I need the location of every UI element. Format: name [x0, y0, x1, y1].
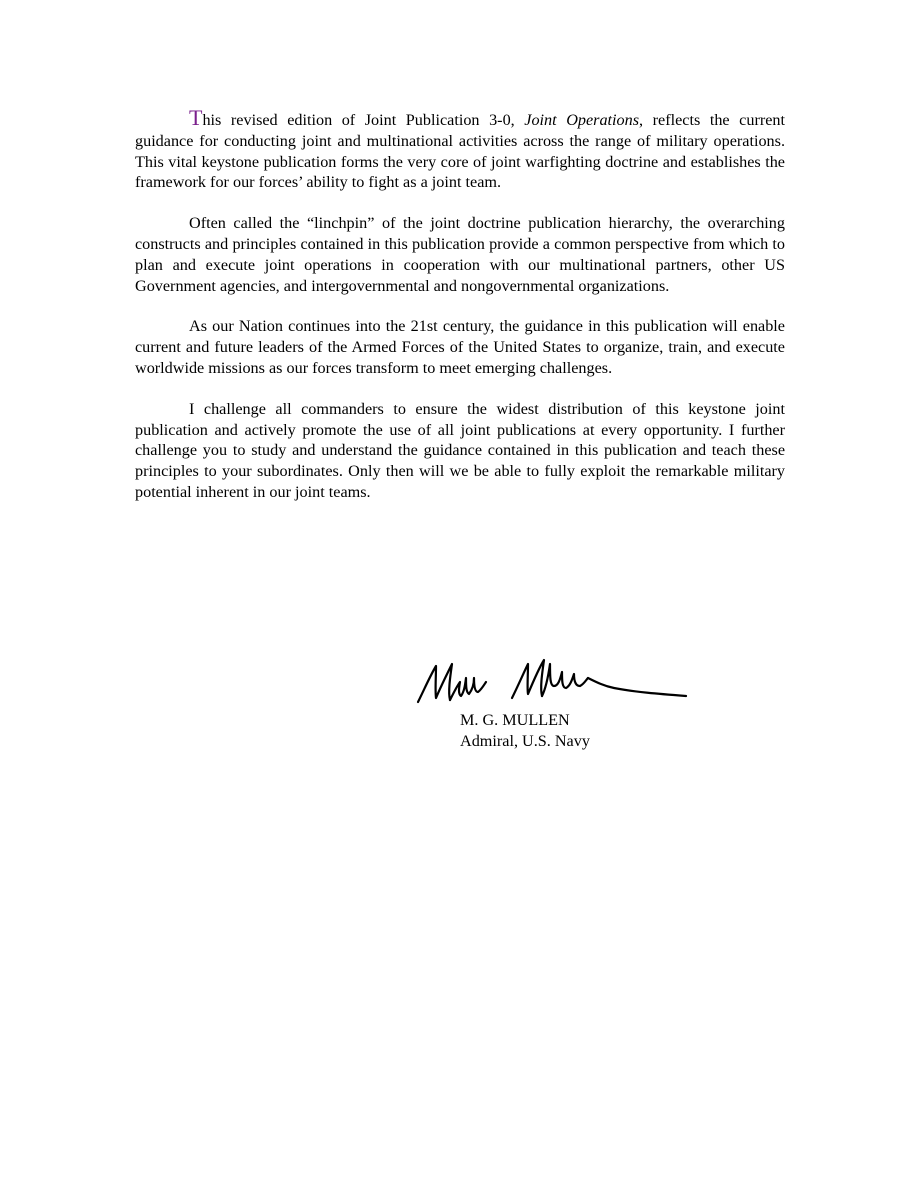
signature-stroke-1 [418, 664, 452, 702]
drop-cap: T [189, 105, 203, 130]
signature-stroke-4 [542, 664, 588, 696]
signatory-rank: Admiral, U.S. Navy [460, 732, 590, 750]
signature-block [460, 710, 590, 752]
letter-body [135, 105, 786, 523]
publication-title: Joint Operations [524, 111, 640, 129]
paragraph-4: I challenge all commanders to ensure the widest distribution of this keystone joint publication and actively promote the use of all joint publications at every opportunity. I further challenge you to study and understand the guidance contained in this publication and teach these principles to your subordinates. Only then will we be able to fully exploit the remarkable military potential inherent in our joint teams. [135, 399, 785, 501]
handwritten-signature [414, 652, 690, 710]
paragraph-2: Often called the “linchpin” of the joint doctrine publication hierarchy, the overarching constructs and principles contained in this publication provide a common perspective from which to plan and execute joint operations in cooperation with our multinational partners, other US Government agencies, and intergovernmental and nongovernmental organizations. [135, 214, 785, 295]
paragraph-1-text-b: , reflects the current guidance for conducting joint and multinational activities across the range of military operations. This vital keystone publication forms the very core of joint warfighting doctrine and establishes the framework for our forces’ ability to fight as a joint team. [135, 111, 786, 192]
paragraph-3: As our Nation continues into the 21st century, the guidance in this publication will enable current and future leaders of the Armed Forces of the United States to organize, train, and execute worldwide missions as our forces transform to meet emerging challenges. [135, 317, 785, 377]
paragraph-1-text-a: his revised edition of Joint Publication 3-0, [202, 111, 525, 129]
signature-stroke-3 [512, 660, 544, 698]
signatory-name: M. G. MULLEN [460, 711, 570, 729]
signature-stroke-5 [588, 678, 686, 696]
paragraph-1 [135, 105, 786, 193]
signature-stroke-2 [450, 678, 486, 700]
